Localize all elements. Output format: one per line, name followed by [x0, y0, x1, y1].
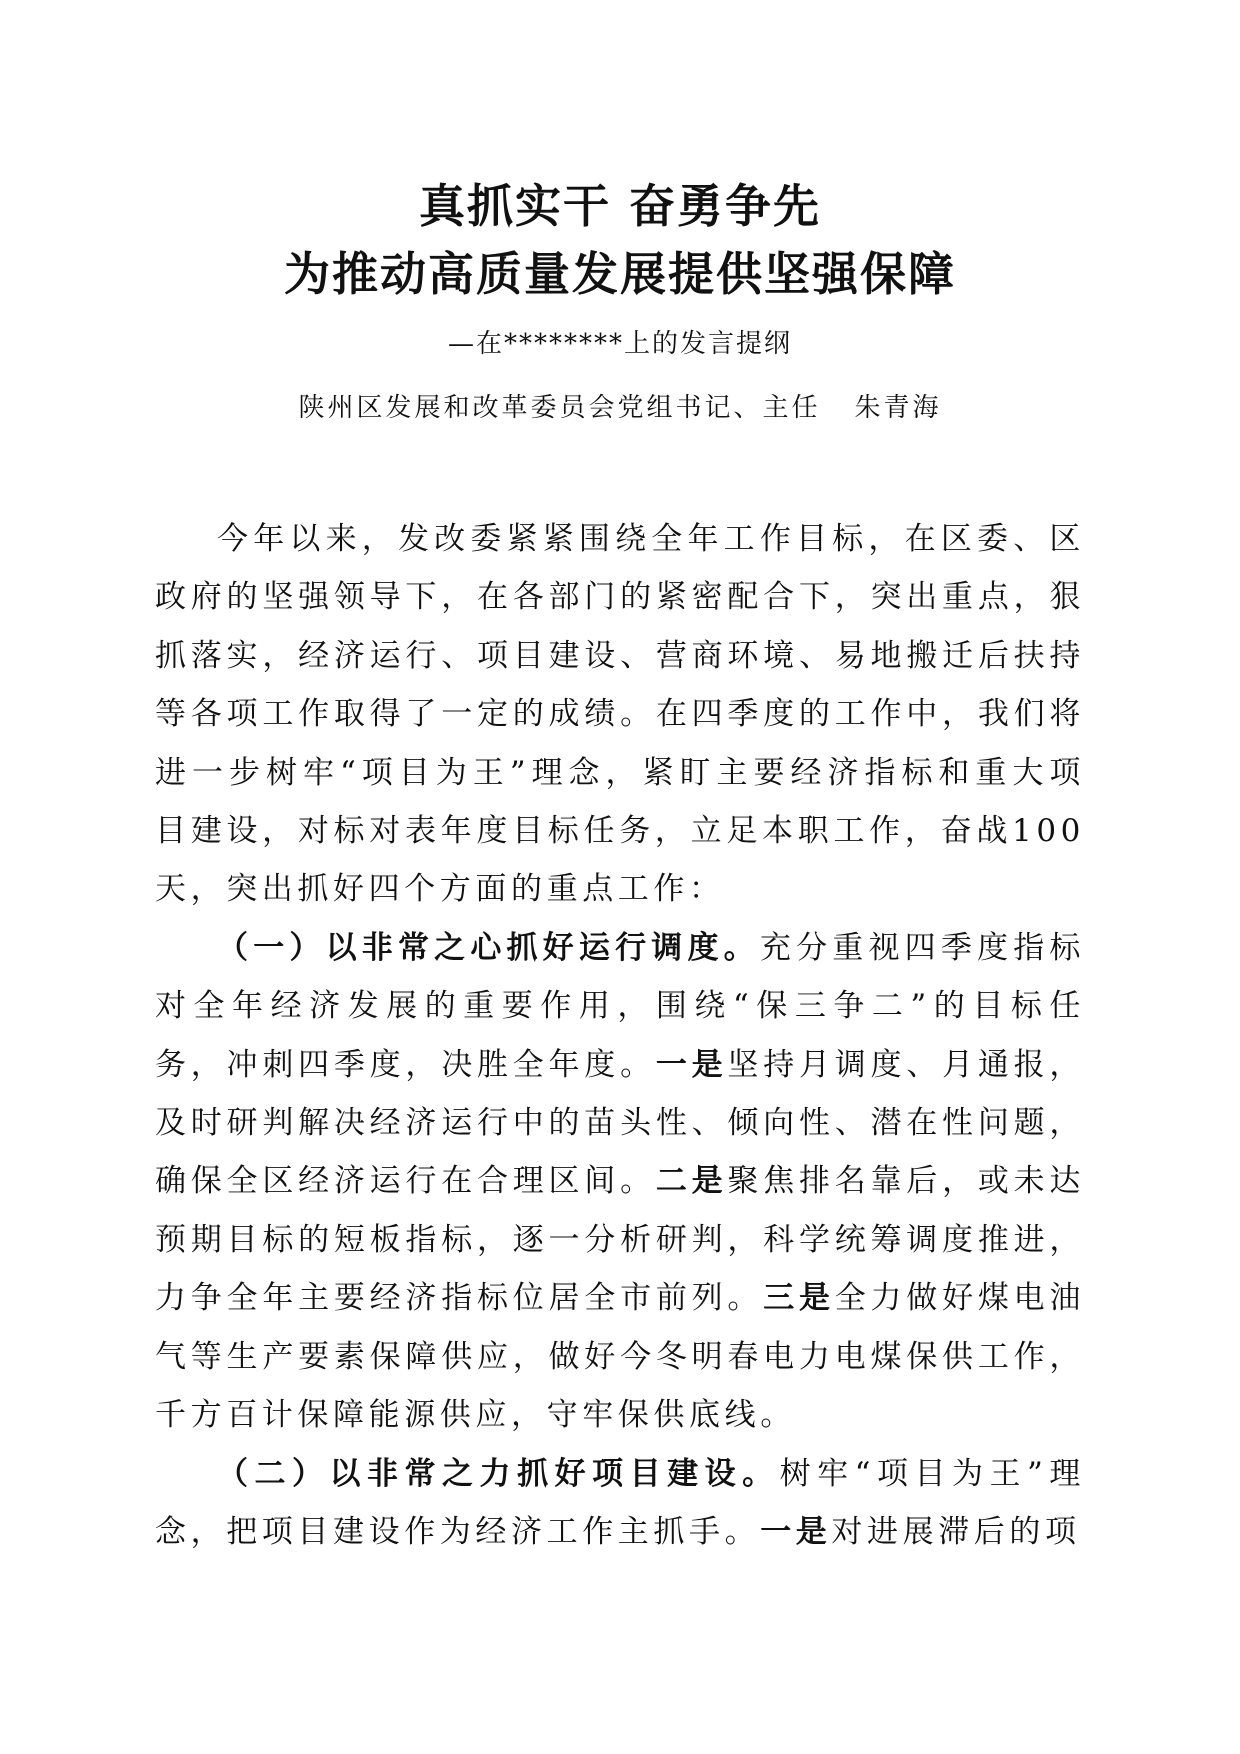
- paragraph-section-2: [155, 1445, 1085, 1562]
- section-1-point-1-text: 坚持月调度、月通报，及时研判解决经济运行中的苗头性、倾向性、潜在性问题，确保全区经济运行在合理区间。: [155, 1046, 1086, 1200]
- section-2-point-1-text: 对进展滞后的项: [831, 1513, 1081, 1550]
- document-title-line-2: 为推动高质量发展提供坚强保障: [284, 247, 956, 301]
- document-subtitle: —在********上的发言提纲: [447, 329, 792, 359]
- section-1-heading: （一）以非常之心抓好运行调度。: [217, 929, 760, 966]
- author-name: 朱青海: [854, 393, 942, 423]
- section-2-intro: 树牢“项目为王”理念，把项目建设作为经济工作主抓手。: [155, 1455, 1085, 1550]
- section-1-point-1-marker: 一是: [655, 1046, 728, 1083]
- section-2-heading: （二）以非常之力抓好项目建设。: [217, 1455, 780, 1492]
- paragraph-section-1: [155, 919, 1085, 1445]
- section-1-point-3-text: 全力做好煤电油气等生产要素保障供应，做好今冬明春电力电煤保供工作，千方百计保障能源供应，守牢保供底线。: [155, 1280, 1086, 1434]
- document-body: [155, 510, 1085, 1561]
- paragraph-intro: 今年以来，发改委紧紧围绕全年工作目标，在区委、区政府的坚强领导下，在各部门的紧密配合下，突出重点，狠抓落实，经济运行、项目建设、营商环境、易地搬迁后扶持等各项工作取得了一定的成绩。在四季度的工作中，我们将进一步树牢“项目为王”理念，紧盯主要经济指标和重大项目建设，对标对表年度目标任务，立足本职工作，奋战100天，突出抓好四个方面的重点工作：: [155, 521, 1085, 908]
- section-1-point-3-marker: 三是: [763, 1280, 835, 1317]
- section-1-point-2-marker: 二是: [655, 1163, 728, 1200]
- author-organization: 陕州区发展和改革委员会党组书记、主任: [298, 393, 821, 423]
- section-1-intro: 充分重视四季度指标对全年经济发展的重要作用，围绕“保三争二”的目标任务，冲刺四季度，决胜全年度。: [155, 929, 1086, 1083]
- section-2-point-1-marker: 一是: [760, 1513, 832, 1550]
- author-line: [0, 388, 1240, 428]
- section-1-point-2-text: 聚焦排名靠后，或未达预期目标的短板指标，逐一分析研判，科学统筹调度推进，力争全年主要经济指标位居全市前列。: [155, 1163, 1086, 1317]
- document-title-line-1: 真抓实干 奋勇争先: [418, 179, 821, 233]
